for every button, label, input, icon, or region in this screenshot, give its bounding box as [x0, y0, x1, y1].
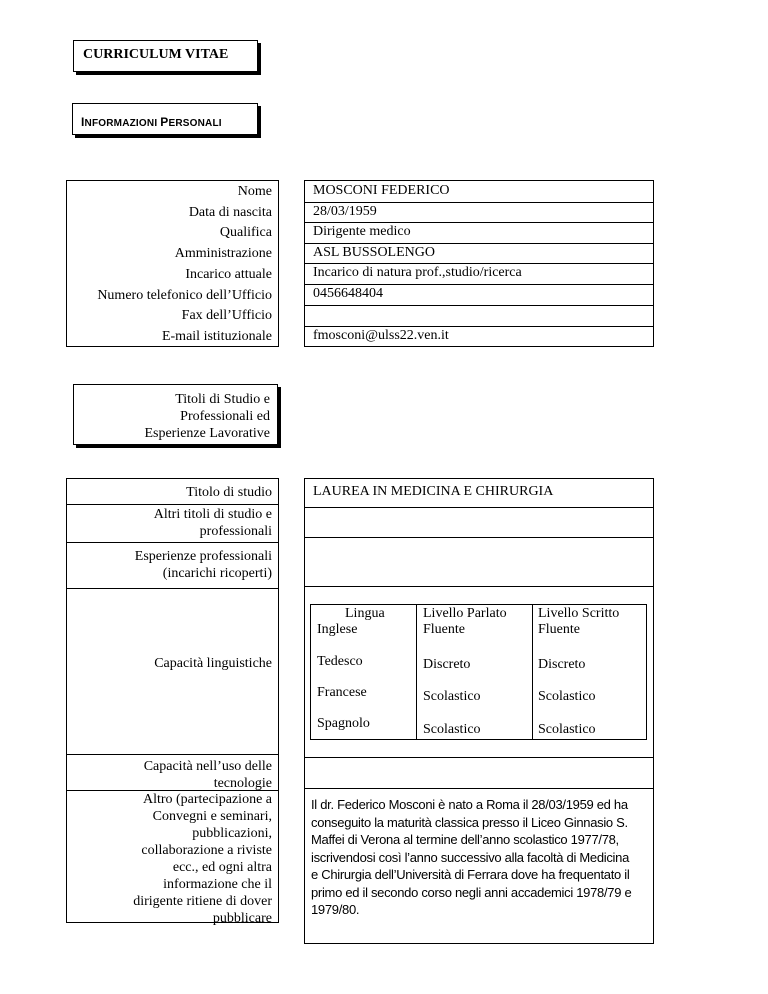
value-fax — [305, 305, 653, 327]
lang-4-parlato: Scolastico — [423, 722, 481, 737]
lang-1-name: Inglese — [317, 622, 358, 637]
value-titolo-studio: LAUREA IN MEDICINA E CHIRURGIA — [305, 479, 653, 508]
label-telefono: Numero telefonico dell’Ufficio — [97, 287, 272, 303]
bio-line-2: conseguito la maturità classica presso il Liceo Ginnasio S. — [311, 814, 628, 830]
lang-3-parlato: Scolastico — [423, 689, 481, 704]
titles-heading-line2: Professionali ed — [180, 409, 270, 424]
label-tecnologie-1: Capacità nell’uso delle — [143, 759, 272, 774]
label-esperienze — [135, 548, 278, 582]
bio-line-3: Maffei di Verona al termine dell’anno scolastico 1977/78, — [311, 832, 619, 847]
bio-line-4: iscrivendosi così l’anno successivo alla facoltà di Medicina — [311, 849, 629, 865]
titles-heading — [73, 384, 278, 445]
heading-cap-1: I — [81, 115, 85, 129]
value-nome: MOSCONI FEDERICO — [305, 181, 653, 203]
value-tecnologie — [305, 757, 653, 789]
lang-3-scritto: Scolastico — [538, 689, 596, 704]
value-altri-titoli — [305, 508, 653, 538]
label-fax: Fax dell’Ufficio — [181, 308, 272, 324]
education-labels — [66, 478, 279, 926]
label-altro-2: Convegni e seminari, — [152, 809, 272, 824]
lang-4-name: Spagnolo — [317, 716, 370, 731]
label-data-nascita: Data di nascita — [188, 204, 272, 220]
value-data-nascita: 28/03/1959 — [305, 202, 653, 223]
label-nome: Nome — [237, 184, 272, 199]
label-amministrazione: Amministrazione — [174, 246, 272, 262]
label-capacita-linguistiche: Capacità linguistiche — [154, 656, 272, 671]
bio-line-7: 1979/80. — [311, 902, 360, 917]
label-altro-6: informazione che il — [163, 877, 272, 892]
lang-1-parlato: Fluente — [423, 622, 465, 637]
lang-2-parlato: Discreto — [423, 657, 471, 672]
lang-2-name: Tedesco — [317, 654, 363, 669]
bio-line-1: Il dr. Federico Mosconi è nato a Roma il 28/03/1959 ed ha — [311, 797, 628, 812]
heading-cap-2: P — [160, 115, 169, 129]
label-altro-3: pubblicazioni, — [192, 826, 272, 841]
value-telefono: 0456648404 — [305, 284, 653, 306]
header-scritto: Livello Scritto — [538, 606, 620, 621]
bio-line-5: e Chirurgia dell’Università di Ferrara dove ha frequentato il — [311, 867, 630, 882]
titles-heading-line3: Esperienze Lavorative — [144, 426, 270, 441]
label-titolo-studio: Titolo di studio — [186, 485, 272, 500]
value-esperienze — [305, 538, 653, 587]
heading-part-2: ERSONALI — [168, 118, 222, 129]
lang-2-scritto: Discreto — [538, 657, 586, 672]
label-altro-4: collaborazione a riviste — [141, 843, 272, 858]
header-parlato: Livello Parlato — [423, 606, 507, 621]
personal-values — [304, 180, 654, 347]
label-altro-7: dirigente ritiene di dover — [133, 894, 272, 909]
label-tecnologie-2: tecnologie — [213, 776, 272, 791]
cv-title: CURRICULUM VITAE — [73, 40, 258, 72]
label-email: E-mail istituzionale — [161, 328, 272, 344]
heading-part-1: NFORMAZIONI — [84, 118, 161, 129]
bio-line-6: primo ed il secondo corso negli anni accademici 1978/79 e — [311, 884, 632, 900]
personal-labels — [66, 180, 279, 347]
label-esperienze-1: Esperienze professionali — [134, 549, 272, 564]
lang-4-scritto: Scolastico — [538, 722, 596, 737]
label-altro — [133, 791, 278, 927]
label-altro-1: Altro (partecipazione a — [142, 792, 272, 807]
label-qualifica: Qualifica — [219, 225, 272, 241]
label-incarico: Incarico attuale — [185, 266, 272, 282]
label-altro-8: pubblicare — [212, 911, 272, 926]
value-email: fmosconi@ulss22.ven.it — [313, 328, 449, 343]
label-esperienze-2: (incarichi ricoperti) — [162, 566, 272, 581]
lang-3-name: Francese — [317, 685, 367, 700]
label-altri-titoli-1: Altri titoli di studio e — [153, 507, 272, 522]
value-qualifica: Dirigente medico — [305, 222, 653, 244]
value-bio — [305, 789, 653, 919]
value-incarico: Incarico di natura prof.,studio/ricerca — [305, 263, 653, 285]
lang-1-scritto: Fluente — [538, 622, 580, 637]
label-altri-titoli — [154, 506, 278, 540]
languages-table — [310, 604, 647, 740]
label-tecnologie — [144, 758, 278, 792]
titles-heading-line1: Titoli di Studio e — [175, 392, 270, 407]
label-altri-titoli-2: professionali — [199, 524, 272, 539]
header-lingua: Lingua — [345, 606, 385, 621]
label-altro-5: ecc., ed ogni altra — [172, 860, 272, 875]
value-amministrazione: ASL BUSSOLENGO — [305, 243, 653, 264]
personal-info-heading — [72, 103, 258, 135]
